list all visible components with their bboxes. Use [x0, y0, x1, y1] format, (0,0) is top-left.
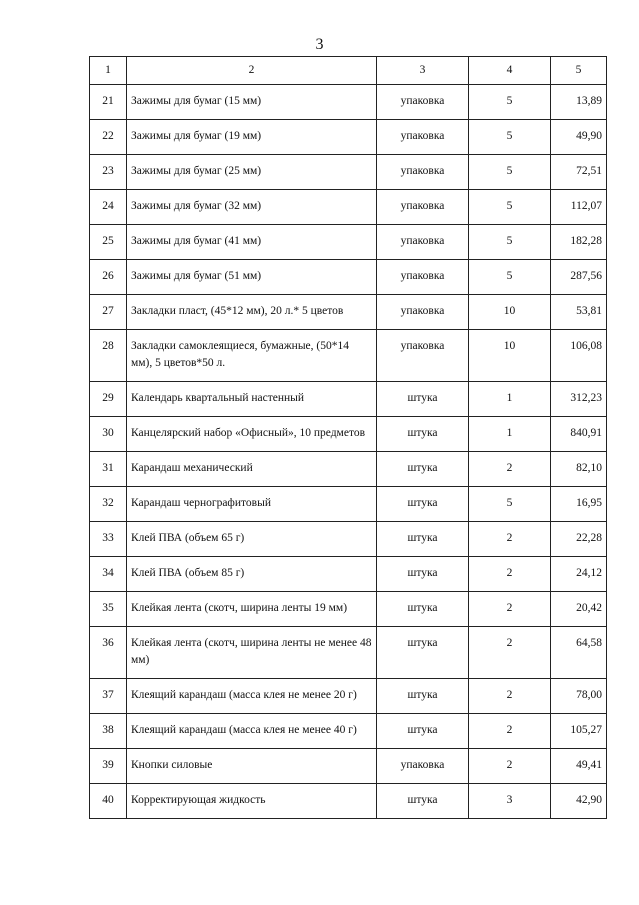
item-name: Зажимы для бумаг (41 мм) — [127, 225, 377, 260]
unit-of-measure: упаковка — [377, 260, 469, 295]
page-number: 3 — [315, 36, 324, 53]
item-name: Клейкая лента (скотч, ширина ленты не менее 48 мм) — [127, 627, 377, 679]
row-number: 36 — [90, 627, 127, 679]
quantity: 5 — [469, 155, 551, 190]
item-name: Карандаш механический — [127, 452, 377, 487]
unit-price: 13,89 — [551, 85, 607, 120]
unit-price: 49,90 — [551, 120, 607, 155]
header-cell-unit: 3 — [377, 57, 469, 85]
unit-of-measure: штука — [377, 679, 469, 714]
item-name: Зажимы для бумаг (51 мм) — [127, 260, 377, 295]
table-row — [90, 225, 607, 260]
unit-of-measure: упаковка — [377, 155, 469, 190]
quantity: 1 — [469, 417, 551, 452]
table-row — [90, 784, 607, 819]
item-name: Зажимы для бумаг (19 мм) — [127, 120, 377, 155]
unit-of-measure: штука — [377, 784, 469, 819]
quantity: 5 — [469, 225, 551, 260]
quantity: 5 — [469, 260, 551, 295]
table-row — [90, 155, 607, 190]
unit-of-measure: упаковка — [377, 85, 469, 120]
unit-price: 82,10 — [551, 452, 607, 487]
row-number: 25 — [90, 225, 127, 260]
unit-price: 49,41 — [551, 749, 607, 784]
quantity: 5 — [469, 120, 551, 155]
unit-price: 182,28 — [551, 225, 607, 260]
unit-price: 16,95 — [551, 487, 607, 522]
row-number: 21 — [90, 85, 127, 120]
unit-of-measure: упаковка — [377, 749, 469, 784]
unit-price: 24,12 — [551, 557, 607, 592]
item-name: Клей ПВА (объем 85 г) — [127, 557, 377, 592]
row-number: 34 — [90, 557, 127, 592]
quantity: 10 — [469, 295, 551, 330]
quantity: 2 — [469, 522, 551, 557]
table-row — [90, 295, 607, 330]
item-name: Календарь квартальный настенный — [127, 382, 377, 417]
unit-of-measure: упаковка — [377, 190, 469, 225]
unit-of-measure: штука — [377, 487, 469, 522]
quantity: 5 — [469, 190, 551, 225]
row-number: 23 — [90, 155, 127, 190]
unit-price: 106,08 — [551, 330, 607, 382]
row-number: 39 — [90, 749, 127, 784]
header-cell-number: 1 — [90, 57, 127, 85]
item-name: Зажимы для бумаг (25 мм) — [127, 155, 377, 190]
unit-of-measure: упаковка — [377, 225, 469, 260]
row-number: 40 — [90, 784, 127, 819]
table-row — [90, 382, 607, 417]
unit-price: 53,81 — [551, 295, 607, 330]
quantity: 2 — [469, 557, 551, 592]
quantity: 2 — [469, 749, 551, 784]
quantity: 5 — [469, 85, 551, 120]
table-row — [90, 260, 607, 295]
unit-of-measure: штука — [377, 627, 469, 679]
table-header-row — [90, 57, 607, 85]
table-row — [90, 85, 607, 120]
row-number: 29 — [90, 382, 127, 417]
quantity: 5 — [469, 487, 551, 522]
table-row — [90, 679, 607, 714]
quantity: 2 — [469, 452, 551, 487]
row-number: 38 — [90, 714, 127, 749]
unit-price: 78,00 — [551, 679, 607, 714]
header-cell-name: 2 — [127, 57, 377, 85]
unit-of-measure: штука — [377, 382, 469, 417]
row-number: 30 — [90, 417, 127, 452]
quantity: 10 — [469, 330, 551, 382]
item-name: Закладки самоклеящиеся, бумажные, (50*14 мм), 5 цветов*50 л. — [127, 330, 377, 382]
table-row — [90, 522, 607, 557]
table-row — [90, 714, 607, 749]
quantity: 3 — [469, 784, 551, 819]
row-number: 31 — [90, 452, 127, 487]
unit-price: 287,56 — [551, 260, 607, 295]
unit-of-measure: штука — [377, 592, 469, 627]
table-row — [90, 452, 607, 487]
unit-of-measure: упаковка — [377, 330, 469, 382]
row-number: 35 — [90, 592, 127, 627]
unit-price: 105,27 — [551, 714, 607, 749]
item-name: Зажимы для бумаг (15 мм) — [127, 85, 377, 120]
row-number: 32 — [90, 487, 127, 522]
unit-of-measure: упаковка — [377, 295, 469, 330]
unit-price: 22,28 — [551, 522, 607, 557]
table-row — [90, 487, 607, 522]
table-row — [90, 417, 607, 452]
unit-of-measure: штука — [377, 522, 469, 557]
row-number: 24 — [90, 190, 127, 225]
unit-price: 312,23 — [551, 382, 607, 417]
item-name: Кнопки силовые — [127, 749, 377, 784]
table-row — [90, 627, 607, 679]
unit-price: 20,42 — [551, 592, 607, 627]
item-name: Клей ПВА (объем 65 г) — [127, 522, 377, 557]
unit-price: 72,51 — [551, 155, 607, 190]
items-table — [89, 56, 607, 819]
unit-price: 42,90 — [551, 784, 607, 819]
header-cell-quantity: 4 — [469, 57, 551, 85]
unit-of-measure: штука — [377, 557, 469, 592]
item-name: Зажимы для бумаг (32 мм) — [127, 190, 377, 225]
row-number: 33 — [90, 522, 127, 557]
unit-of-measure: упаковка — [377, 120, 469, 155]
table-row — [90, 190, 607, 225]
unit-of-measure: штука — [377, 452, 469, 487]
table-row — [90, 557, 607, 592]
item-name: Клеящий карандаш (масса клея не менее 40 г) — [127, 714, 377, 749]
item-name: Канцелярский набор «Офисный», 10 предметов — [127, 417, 377, 452]
quantity: 2 — [469, 627, 551, 679]
quantity: 2 — [469, 679, 551, 714]
unit-price: 112,07 — [551, 190, 607, 225]
item-name: Клейкая лента (скотч, ширина ленты 19 мм) — [127, 592, 377, 627]
unit-price: 64,58 — [551, 627, 607, 679]
unit-price: 840,91 — [551, 417, 607, 452]
quantity: 2 — [469, 592, 551, 627]
unit-of-measure: штука — [377, 714, 469, 749]
row-number: 37 — [90, 679, 127, 714]
unit-of-measure: штука — [377, 417, 469, 452]
item-name: Закладки пласт, (45*12 мм), 20 л.* 5 цветов — [127, 295, 377, 330]
quantity: 1 — [469, 382, 551, 417]
row-number: 28 — [90, 330, 127, 382]
row-number: 26 — [90, 260, 127, 295]
item-name: Корректирующая жидкость — [127, 784, 377, 819]
table-row — [90, 330, 607, 382]
table-row — [90, 592, 607, 627]
item-name: Карандаш чернографитовый — [127, 487, 377, 522]
item-name: Клеящий карандаш (масса клея не менее 20 г) — [127, 679, 377, 714]
table-row — [90, 120, 607, 155]
row-number: 22 — [90, 120, 127, 155]
table-row — [90, 749, 607, 784]
header-cell-price: 5 — [551, 57, 607, 85]
row-number: 27 — [90, 295, 127, 330]
quantity: 2 — [469, 714, 551, 749]
